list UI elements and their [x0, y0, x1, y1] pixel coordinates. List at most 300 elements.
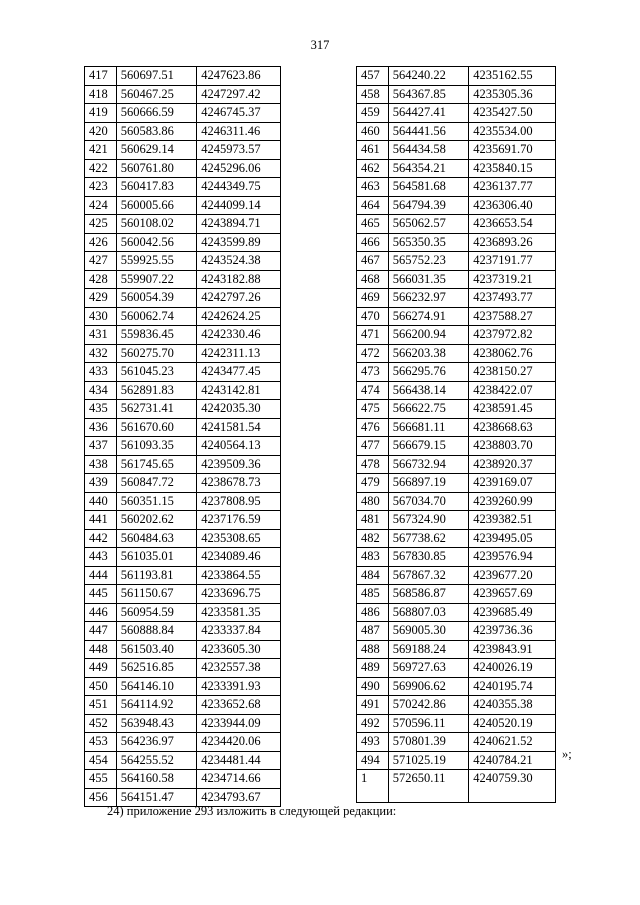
y-coordinate-cell: 4233944.09 [197, 714, 281, 733]
y-coordinate-cell: 4233391.93 [197, 677, 281, 696]
closing-quote: »; [562, 747, 572, 761]
point-number-cell: 477 [357, 437, 389, 456]
x-coordinate-cell: 560108.02 [116, 215, 197, 234]
x-coordinate-cell: 566438.14 [388, 381, 468, 400]
coordinates-table-right [356, 66, 556, 803]
point-number-cell: 492 [357, 714, 389, 733]
y-coordinate-cell: 4238803.70 [469, 437, 556, 456]
x-coordinate-cell: 564427.41 [388, 104, 468, 123]
y-coordinate-cell: 4242797.26 [197, 289, 281, 308]
point-number-cell: 487 [357, 622, 389, 641]
point-number-cell: 440 [85, 492, 117, 511]
table-row [357, 104, 556, 123]
y-coordinate-cell: 4238150.27 [469, 363, 556, 382]
point-number-cell: 419 [85, 104, 117, 123]
y-coordinate-cell: 4244099.14 [197, 196, 281, 215]
table-row [357, 548, 556, 567]
x-coordinate-cell: 566031.35 [388, 270, 468, 289]
point-number-cell: 475 [357, 400, 389, 419]
table-row [357, 307, 556, 326]
y-coordinate-cell: 4237972.82 [469, 326, 556, 345]
y-coordinate-cell: 4244349.75 [197, 178, 281, 197]
y-coordinate-cell: 4237588.27 [469, 307, 556, 326]
y-coordinate-cell: 4234714.66 [197, 770, 281, 789]
table-row [85, 733, 281, 752]
point-number-cell: 485 [357, 585, 389, 604]
y-coordinate-cell: 4243524.38 [197, 252, 281, 271]
point-number-cell: 458 [357, 85, 389, 104]
y-coordinate-cell: 4239657.69 [469, 585, 556, 604]
point-number-cell: 437 [85, 437, 117, 456]
table-row [85, 603, 281, 622]
y-coordinate-cell: 4243477.45 [197, 363, 281, 382]
x-coordinate-cell: 559907.22 [116, 270, 197, 289]
table-row [85, 104, 281, 123]
x-coordinate-cell: 561093.35 [116, 437, 197, 456]
point-number-cell: 469 [357, 289, 389, 308]
y-coordinate-cell: 4235305.36 [469, 85, 556, 104]
y-coordinate-cell: 4240621.52 [469, 733, 556, 752]
y-coordinate-cell: 4239576.94 [469, 548, 556, 567]
point-number-cell: 454 [85, 751, 117, 770]
point-number-cell: 427 [85, 252, 117, 271]
table-row [85, 566, 281, 585]
point-number-cell: 450 [85, 677, 117, 696]
table-row [85, 196, 281, 215]
table-row [85, 770, 281, 789]
y-coordinate-cell: 4233864.55 [197, 566, 281, 585]
x-coordinate-cell: 560847.72 [116, 474, 197, 493]
x-coordinate-cell: 567738.62 [388, 529, 468, 548]
table-row [85, 363, 281, 382]
point-number-cell: 453 [85, 733, 117, 752]
y-coordinate-cell: 4234793.67 [197, 788, 281, 807]
y-coordinate-cell: 4233337.84 [197, 622, 281, 641]
y-coordinate-cell: 4246311.46 [197, 122, 281, 141]
x-coordinate-cell: 564794.39 [388, 196, 468, 215]
y-coordinate-cell: 4238668.63 [469, 418, 556, 437]
y-coordinate-cell: 4236137.77 [469, 178, 556, 197]
point-number-cell: 467 [357, 252, 389, 271]
table-row [357, 622, 556, 641]
point-number-cell: 445 [85, 585, 117, 604]
y-coordinate-cell: 4238920.37 [469, 455, 556, 474]
x-coordinate-cell: 564146.10 [116, 677, 197, 696]
page-number: 317 [310, 38, 330, 52]
point-number-cell: 465 [357, 215, 389, 234]
table-row [357, 511, 556, 530]
y-coordinate-cell: 4243142.81 [197, 381, 281, 400]
x-coordinate-cell: 563948.43 [116, 714, 197, 733]
y-coordinate-cell: 4238062.76 [469, 344, 556, 363]
point-number-cell: 418 [85, 85, 117, 104]
y-coordinate-cell: 4233605.30 [197, 640, 281, 659]
x-coordinate-cell: 560629.14 [116, 141, 197, 160]
x-coordinate-cell: 560583.86 [116, 122, 197, 141]
x-coordinate-cell: 560697.51 [116, 67, 197, 86]
table-row [357, 252, 556, 271]
table-row [357, 289, 556, 308]
table-row [357, 640, 556, 659]
x-coordinate-cell: 567324.90 [388, 511, 468, 530]
table-row [357, 196, 556, 215]
table-row [357, 474, 556, 493]
table-row [357, 233, 556, 252]
table-row [85, 585, 281, 604]
point-number-cell: 489 [357, 659, 389, 678]
x-coordinate-cell: 565350.35 [388, 233, 468, 252]
x-coordinate-cell: 568586.87 [388, 585, 468, 604]
point-number-cell: 433 [85, 363, 117, 382]
x-coordinate-cell: 560417.83 [116, 178, 197, 197]
table-row [357, 159, 556, 178]
table-row [357, 122, 556, 141]
x-coordinate-cell: 571025.19 [388, 751, 468, 770]
point-number-cell: 431 [85, 326, 117, 345]
table-row [85, 696, 281, 715]
y-coordinate-cell: 4240355.38 [469, 696, 556, 715]
x-coordinate-cell: 560351.15 [116, 492, 197, 511]
point-number-cell: 494 [357, 751, 389, 770]
table-row [85, 215, 281, 234]
point-number-cell: 441 [85, 511, 117, 530]
y-coordinate-cell: 4237319.21 [469, 270, 556, 289]
point-number-cell: 464 [357, 196, 389, 215]
table-row [357, 270, 556, 289]
y-coordinate-cell: 4239495.05 [469, 529, 556, 548]
point-number-cell: 439 [85, 474, 117, 493]
y-coordinate-cell: 4243182.88 [197, 270, 281, 289]
x-coordinate-cell: 566274.91 [388, 307, 468, 326]
point-number-cell: 452 [85, 714, 117, 733]
point-number-cell: 457 [357, 67, 389, 86]
table-row [85, 455, 281, 474]
y-coordinate-cell: 4235427.50 [469, 104, 556, 123]
point-number-cell: 444 [85, 566, 117, 585]
table-row [357, 437, 556, 456]
table-row [357, 400, 556, 419]
table-row [85, 418, 281, 437]
table-row [85, 529, 281, 548]
point-number-cell: 484 [357, 566, 389, 585]
table-row [85, 714, 281, 733]
x-coordinate-cell: 561503.40 [116, 640, 197, 659]
y-coordinate-cell: 4239169.07 [469, 474, 556, 493]
point-number-cell: 436 [85, 418, 117, 437]
table-row [85, 400, 281, 419]
y-coordinate-cell: 4239509.36 [197, 455, 281, 474]
point-number-cell: 491 [357, 696, 389, 715]
point-number-cell: 490 [357, 677, 389, 696]
table-row [357, 418, 556, 437]
y-coordinate-cell: 4234089.46 [197, 548, 281, 567]
table-row [85, 233, 281, 252]
table-row [85, 85, 281, 104]
y-coordinate-cell: 4235534.00 [469, 122, 556, 141]
table-row [85, 178, 281, 197]
table-row [357, 326, 556, 345]
point-number-cell: 447 [85, 622, 117, 641]
x-coordinate-cell: 568807.03 [388, 603, 468, 622]
y-coordinate-cell: 4242330.46 [197, 326, 281, 345]
x-coordinate-cell: 567830.85 [388, 548, 468, 567]
x-coordinate-cell: 560054.39 [116, 289, 197, 308]
point-number-cell: 455 [85, 770, 117, 789]
x-coordinate-cell: 560484.63 [116, 529, 197, 548]
table-row [357, 141, 556, 160]
table-row [85, 307, 281, 326]
amendment-instruction: 24) приложение 293 изложить в следующей редакции: [107, 804, 397, 818]
y-coordinate-cell: 4240759.30 [469, 770, 556, 803]
x-coordinate-cell: 566681.11 [388, 418, 468, 437]
point-number-cell: 424 [85, 196, 117, 215]
y-coordinate-cell: 4245973.57 [197, 141, 281, 160]
x-coordinate-cell: 569906.62 [388, 677, 468, 696]
y-coordinate-cell: 4236893.26 [469, 233, 556, 252]
table-row [85, 344, 281, 363]
point-number-cell: 422 [85, 159, 117, 178]
table-row [85, 511, 281, 530]
y-coordinate-cell: 4235162.55 [469, 67, 556, 86]
x-coordinate-cell: 564255.52 [116, 751, 197, 770]
x-coordinate-cell: 560888.84 [116, 622, 197, 641]
point-number-cell: 425 [85, 215, 117, 234]
table-row [85, 677, 281, 696]
point-number-cell: 472 [357, 344, 389, 363]
y-coordinate-cell: 4243599.89 [197, 233, 281, 252]
y-coordinate-cell: 4247623.86 [197, 67, 281, 86]
y-coordinate-cell: 4239382.51 [469, 511, 556, 530]
point-number-cell: 421 [85, 141, 117, 160]
point-number-cell: 432 [85, 344, 117, 363]
y-coordinate-cell: 4232557.38 [197, 659, 281, 678]
x-coordinate-cell: 560202.62 [116, 511, 197, 530]
x-coordinate-cell: 564151.47 [116, 788, 197, 807]
y-coordinate-cell: 4237493.77 [469, 289, 556, 308]
y-coordinate-cell: 4240026.19 [469, 659, 556, 678]
x-coordinate-cell: 567034.70 [388, 492, 468, 511]
point-number-cell: 443 [85, 548, 117, 567]
y-coordinate-cell: 4233696.75 [197, 585, 281, 604]
table-row [357, 215, 556, 234]
x-coordinate-cell: 562516.85 [116, 659, 197, 678]
table-row [85, 67, 281, 86]
table-row [85, 622, 281, 641]
x-coordinate-cell: 560005.66 [116, 196, 197, 215]
point-number-cell: 423 [85, 178, 117, 197]
point-number-cell: 434 [85, 381, 117, 400]
table-row [357, 603, 556, 622]
point-number-cell: 481 [357, 511, 389, 530]
y-coordinate-cell: 4241581.54 [197, 418, 281, 437]
x-coordinate-cell: 566200.94 [388, 326, 468, 345]
x-coordinate-cell: 561035.01 [116, 548, 197, 567]
point-number-cell: 466 [357, 233, 389, 252]
point-number-cell: 449 [85, 659, 117, 678]
point-number-cell: 468 [357, 270, 389, 289]
table-row [85, 437, 281, 456]
point-number-cell: 482 [357, 529, 389, 548]
y-coordinate-cell: 4239685.49 [469, 603, 556, 622]
x-coordinate-cell: 564441.56 [388, 122, 468, 141]
y-coordinate-cell: 4237176.59 [197, 511, 281, 530]
y-coordinate-cell: 4238422.07 [469, 381, 556, 400]
point-number-cell: 429 [85, 289, 117, 308]
table-row [357, 566, 556, 585]
x-coordinate-cell: 572650.11 [388, 770, 468, 803]
y-coordinate-cell: 4239677.20 [469, 566, 556, 585]
table-row [85, 141, 281, 160]
table-row [85, 270, 281, 289]
point-number-cell: 428 [85, 270, 117, 289]
table-row [357, 751, 556, 770]
y-coordinate-cell: 4238591.45 [469, 400, 556, 419]
point-number-cell: 435 [85, 400, 117, 419]
point-number-cell: 486 [357, 603, 389, 622]
point-number-cell: 471 [357, 326, 389, 345]
point-number-cell: 448 [85, 640, 117, 659]
x-coordinate-cell: 564236.97 [116, 733, 197, 752]
coordinates-table-left [84, 66, 281, 807]
x-coordinate-cell: 566295.76 [388, 363, 468, 382]
point-number-cell: 420 [85, 122, 117, 141]
point-number-cell: 479 [357, 474, 389, 493]
y-coordinate-cell: 4242624.25 [197, 307, 281, 326]
x-coordinate-cell: 561150.67 [116, 585, 197, 604]
table-row [357, 178, 556, 197]
x-coordinate-cell: 560062.74 [116, 307, 197, 326]
x-coordinate-cell: 566732.94 [388, 455, 468, 474]
y-coordinate-cell: 4247297.42 [197, 85, 281, 104]
table-row [357, 492, 556, 511]
table-row [85, 640, 281, 659]
table-row [357, 696, 556, 715]
table-row [357, 529, 556, 548]
y-coordinate-cell: 4239260.99 [469, 492, 556, 511]
table-row [357, 344, 556, 363]
y-coordinate-cell: 4235840.15 [469, 159, 556, 178]
y-coordinate-cell: 4235308.65 [197, 529, 281, 548]
x-coordinate-cell: 560761.80 [116, 159, 197, 178]
point-number-cell: 417 [85, 67, 117, 86]
point-number-cell: 483 [357, 548, 389, 567]
y-coordinate-cell: 4243894.71 [197, 215, 281, 234]
table-row [85, 659, 281, 678]
x-coordinate-cell: 564581.68 [388, 178, 468, 197]
point-number-cell: 451 [85, 696, 117, 715]
x-coordinate-cell: 569188.24 [388, 640, 468, 659]
point-number-cell: 493 [357, 733, 389, 752]
y-coordinate-cell: 4238678.73 [197, 474, 281, 493]
x-coordinate-cell: 565752.23 [388, 252, 468, 271]
table-row [357, 770, 556, 803]
y-coordinate-cell: 4242311.13 [197, 344, 281, 363]
y-coordinate-cell: 4239843.91 [469, 640, 556, 659]
table-row [357, 585, 556, 604]
table-row [357, 714, 556, 733]
y-coordinate-cell: 4237191.77 [469, 252, 556, 271]
x-coordinate-cell: 560467.25 [116, 85, 197, 104]
point-number-cell: 446 [85, 603, 117, 622]
x-coordinate-cell: 559925.55 [116, 252, 197, 271]
x-coordinate-cell: 560666.59 [116, 104, 197, 123]
table-row [85, 122, 281, 141]
table-row [85, 751, 281, 770]
x-coordinate-cell: 562891.83 [116, 381, 197, 400]
point-number-cell: 476 [357, 418, 389, 437]
y-coordinate-cell: 4240564.13 [197, 437, 281, 456]
y-coordinate-cell: 4246745.37 [197, 104, 281, 123]
table-row [357, 67, 556, 86]
x-coordinate-cell: 559836.45 [116, 326, 197, 345]
point-number-cell: 460 [357, 122, 389, 141]
point-number-cell: 438 [85, 455, 117, 474]
table-row [85, 289, 281, 308]
point-number-cell: 474 [357, 381, 389, 400]
table-row [357, 677, 556, 696]
table-row [85, 492, 281, 511]
y-coordinate-cell: 4239736.36 [469, 622, 556, 641]
x-coordinate-cell: 564434.58 [388, 141, 468, 160]
x-coordinate-cell: 566232.97 [388, 289, 468, 308]
x-coordinate-cell: 562731.41 [116, 400, 197, 419]
point-number-cell: 456 [85, 788, 117, 807]
y-coordinate-cell: 4233652.68 [197, 696, 281, 715]
point-number-cell: 473 [357, 363, 389, 382]
point-number-cell: 459 [357, 104, 389, 123]
table-row [85, 474, 281, 493]
x-coordinate-cell: 567867.32 [388, 566, 468, 585]
point-number-cell: 478 [357, 455, 389, 474]
point-number-cell: 1 [357, 770, 389, 803]
point-number-cell: 430 [85, 307, 117, 326]
x-coordinate-cell: 570596.11 [388, 714, 468, 733]
point-number-cell: 461 [357, 141, 389, 160]
point-number-cell: 463 [357, 178, 389, 197]
x-coordinate-cell: 570801.39 [388, 733, 468, 752]
y-coordinate-cell: 4240195.74 [469, 677, 556, 696]
point-number-cell: 480 [357, 492, 389, 511]
y-coordinate-cell: 4242035.30 [197, 400, 281, 419]
point-number-cell: 426 [85, 233, 117, 252]
x-coordinate-cell: 566622.75 [388, 400, 468, 419]
table-row [357, 381, 556, 400]
y-coordinate-cell: 4236653.54 [469, 215, 556, 234]
y-coordinate-cell: 4240784.21 [469, 751, 556, 770]
y-coordinate-cell: 4240520.19 [469, 714, 556, 733]
x-coordinate-cell: 566897.19 [388, 474, 468, 493]
table-row [357, 363, 556, 382]
point-number-cell: 462 [357, 159, 389, 178]
x-coordinate-cell: 566679.15 [388, 437, 468, 456]
point-number-cell: 442 [85, 529, 117, 548]
x-coordinate-cell: 561045.23 [116, 363, 197, 382]
x-coordinate-cell: 560954.59 [116, 603, 197, 622]
x-coordinate-cell: 564367.85 [388, 85, 468, 104]
table-row [357, 733, 556, 752]
x-coordinate-cell: 566203.38 [388, 344, 468, 363]
x-coordinate-cell: 560042.56 [116, 233, 197, 252]
y-coordinate-cell: 4237808.95 [197, 492, 281, 511]
table-row [85, 326, 281, 345]
y-coordinate-cell: 4245296.06 [197, 159, 281, 178]
y-coordinate-cell: 4236306.40 [469, 196, 556, 215]
table-row [85, 252, 281, 271]
x-coordinate-cell: 564160.58 [116, 770, 197, 789]
y-coordinate-cell: 4234481.44 [197, 751, 281, 770]
x-coordinate-cell: 561670.60 [116, 418, 197, 437]
x-coordinate-cell: 570242.86 [388, 696, 468, 715]
